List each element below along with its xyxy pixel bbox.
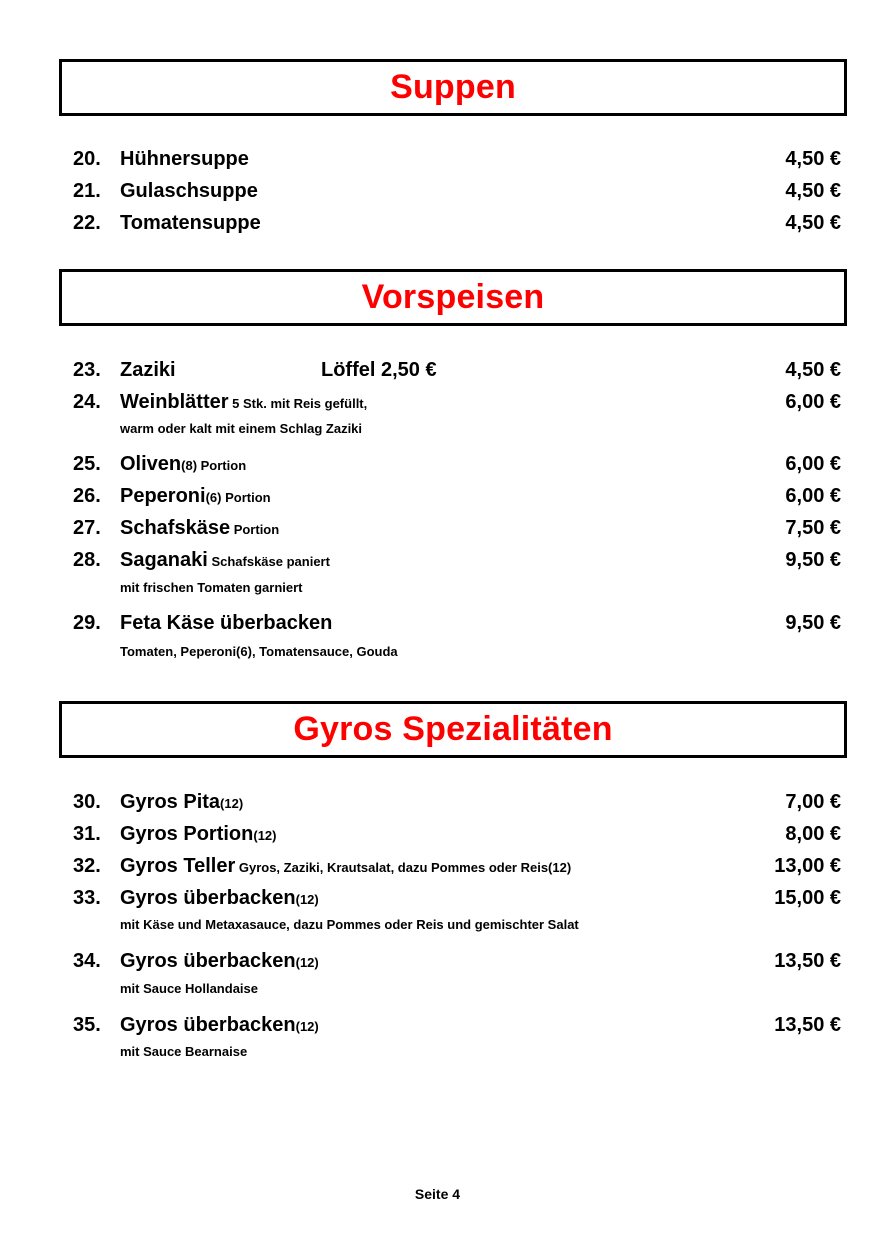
item-description: warm oder kalt mit einem Schlag Zaziki: [120, 421, 363, 436]
item-number: 34.: [73, 950, 101, 972]
item-name: [120, 791, 243, 814]
item-description: mit frischen Tomaten garniert: [120, 580, 303, 595]
menu-item: [0, 391, 875, 436]
item-price: 13,50 €: [774, 950, 841, 972]
item-name-main: Gyros überbacken: [120, 1014, 296, 1036]
item-name-note: (12): [295, 1019, 319, 1034]
item-name: Zaziki: [120, 359, 176, 381]
item-price: 4,50 €: [785, 212, 841, 234]
item-price: 13,50 €: [774, 1014, 841, 1036]
menu-item: [0, 950, 875, 996]
menu-item: [0, 485, 875, 511]
item-number: 28.: [73, 549, 101, 571]
item-name-main: Oliven: [120, 453, 182, 475]
menu-item: [0, 887, 875, 932]
item-description: mit Sauce Hollandaise: [120, 981, 258, 996]
item-extra-price: Löffel 2,50 €: [321, 359, 437, 381]
item-name: [120, 1014, 319, 1037]
item-name-note: Gyros, Zaziki, Krautsalat, dazu Pommes oder Reis(12): [235, 860, 572, 875]
item-name-note: (6) Portion: [205, 490, 271, 505]
item-name: [120, 855, 571, 878]
page-number: Seite 4: [414, 1186, 461, 1202]
item-name-note: (12): [220, 796, 244, 811]
item-price: 9,50 €: [785, 612, 841, 634]
item-name-main: Saganaki: [120, 549, 208, 571]
item-number: 21.: [73, 180, 101, 202]
item-name-note: Portion: [230, 522, 280, 537]
item-number: 30.: [73, 791, 101, 813]
item-price: 7,00 €: [785, 791, 841, 813]
item-name-note: (12): [295, 892, 319, 907]
section-heading-vorspeisen: Vorspeisen: [59, 269, 847, 326]
item-price: 13,00 €: [774, 855, 841, 877]
item-name-main: Peperoni: [120, 485, 206, 507]
item-name-main: Gyros Pita: [120, 791, 221, 813]
item-number: 23.: [73, 359, 101, 381]
item-number: 29.: [73, 612, 101, 634]
menu-item: [0, 180, 875, 206]
menu-item: [0, 453, 875, 479]
item-price: 9,50 €: [785, 549, 841, 571]
item-price: 6,00 €: [785, 453, 841, 475]
item-description: mit Käse und Metaxasauce, dazu Pommes oder Reis und gemischter Salat: [120, 917, 579, 932]
item-number: 35.: [73, 1014, 101, 1036]
menu-item: [0, 823, 875, 849]
item-price: 6,00 €: [785, 391, 841, 413]
item-number: 27.: [73, 517, 101, 539]
item-name: [120, 485, 271, 508]
item-price: 6,00 €: [785, 485, 841, 507]
item-number: 25.: [73, 453, 101, 475]
item-description: mit Sauce Bearnaise: [120, 1044, 248, 1059]
item-number: 22.: [73, 212, 101, 234]
section-heading-gyros: Gyros Spezialitäten: [59, 701, 847, 758]
item-name-main: Schafskäse: [120, 517, 231, 539]
item-name: [120, 887, 319, 910]
item-number: 20.: [73, 148, 101, 170]
item-name: [120, 823, 276, 846]
item-name: Gulaschsuppe: [120, 180, 258, 202]
item-name: Tomatensuppe: [120, 212, 261, 234]
item-name-note: Schafskäse paniert: [207, 554, 330, 569]
item-price: 4,50 €: [785, 359, 841, 381]
item-name-note: (12): [253, 828, 277, 843]
menu-item: [0, 148, 875, 174]
item-description: Tomaten, Peperoni(6), Tomatensauce, Gouda: [120, 644, 398, 659]
menu-item: [0, 612, 875, 659]
item-number: 31.: [73, 823, 101, 845]
item-number: 24.: [73, 391, 101, 413]
menu-item: [0, 517, 875, 543]
item-name-main: Gyros überbacken: [120, 950, 296, 972]
item-price: 15,00 €: [774, 887, 841, 909]
item-name-main: Gyros Portion: [120, 823, 254, 845]
menu-item: [0, 212, 875, 238]
item-price: 8,00 €: [785, 823, 841, 845]
item-name: Feta Käse überbacken: [120, 612, 333, 634]
menu-item: [0, 791, 875, 817]
menu-item: [0, 359, 875, 385]
section-heading-suppen: Suppen: [59, 59, 847, 116]
item-name: Hühnersuppe: [120, 148, 249, 170]
item-price: 7,50 €: [785, 517, 841, 539]
menu-item: [0, 1014, 875, 1059]
menu-item: [0, 549, 875, 595]
item-name: [120, 517, 279, 540]
menu-item: [0, 855, 875, 881]
item-name: [120, 453, 246, 476]
item-name: [120, 950, 319, 973]
item-name-main: Gyros Teller: [120, 855, 236, 877]
item-name-note: 5 Stk. mit Reis gefüllt,: [228, 396, 368, 411]
item-name-main: Weinblätter: [120, 391, 229, 413]
item-number: 33.: [73, 887, 101, 909]
item-name: [120, 391, 367, 414]
item-number: 32.: [73, 855, 101, 877]
item-name-note: (8) Portion: [181, 458, 247, 473]
item-name-main: Gyros überbacken: [120, 887, 296, 909]
item-number: 26.: [73, 485, 101, 507]
item-price: 4,50 €: [785, 148, 841, 170]
item-name: [120, 549, 330, 572]
item-name-note: (12): [295, 955, 319, 970]
item-price: 4,50 €: [785, 180, 841, 202]
